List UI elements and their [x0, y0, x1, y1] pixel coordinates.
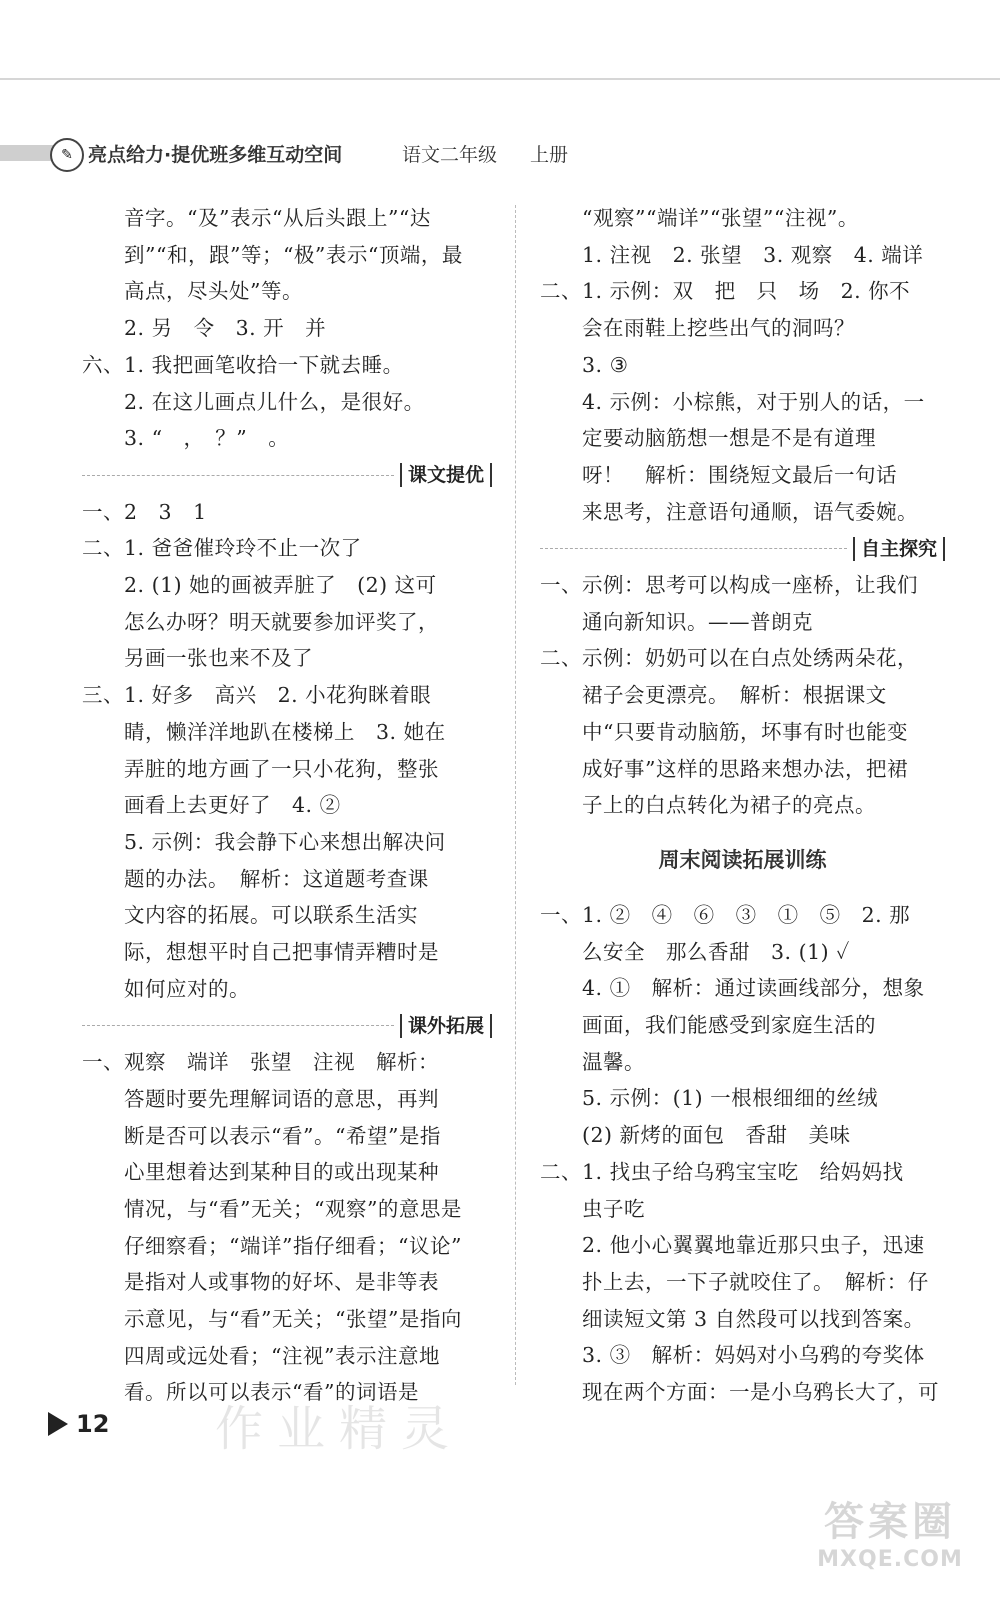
section-title: 周末阅读拓展训练 — [658, 847, 827, 872]
answer-line: 2. 另 令 3. 开 并 — [124, 316, 327, 341]
answer-line: 2. (1) 她的画被弄脏了 (2) 这可 — [124, 573, 437, 598]
answer-line: 示意见，与“看”无关；“张望”是指向 — [124, 1307, 462, 1332]
answer-line: 细读短文第 3 自然段可以找到答案。 — [582, 1306, 925, 1331]
answer-line: 睛，懒洋洋地趴在楼梯上 3. 她在 — [124, 719, 446, 744]
left-column — [82, 200, 492, 1411]
answer-line: 1. 注视 2. 张望 3. 观察 4. 端详 — [582, 242, 924, 267]
answer-line: 题的办法。 解析：这道题考查课 — [124, 866, 429, 891]
answer-line: 3. “ ， ？” 。 — [124, 426, 290, 451]
arrow-marker-icon — [48, 1412, 68, 1436]
section-heading — [540, 530, 945, 567]
answer-line: 际，想想平时自己把事情弄糟时是 — [124, 940, 439, 965]
section-heading-label: 自主探究 — [853, 537, 945, 561]
pencil-logo-icon: ✎ — [50, 138, 84, 172]
answer-line: 一、2 3 1 — [82, 499, 207, 524]
answer-line: 会在雨鞋上挖些出气的洞吗？ — [582, 316, 855, 341]
answer-line: 高点，尽头处”等。 — [124, 279, 303, 304]
answer-line: 3. ③ — [582, 352, 629, 377]
answer-line: 定要动脑筋想一想是不是有道理 — [582, 426, 876, 451]
page-header — [0, 134, 620, 176]
answer-line: 二、1. 找虫子给乌鸦宝宝吃 给妈妈找 — [540, 1159, 904, 1184]
answer-line: 如何应对的。 — [124, 976, 250, 1001]
center-watermark: 作业精灵 — [215, 1401, 464, 1457]
column-divider — [515, 205, 516, 1385]
answer-line: 二、1. 示例：双 把 只 场 2. 你不 — [540, 279, 911, 304]
answer-line: 4. ① 解析：通过读画线部分，想象 — [582, 976, 925, 1001]
answer-line: 弄脏的地方画了一只小花狗，整张 — [124, 756, 439, 781]
corner-watermark-title: 答案圈 — [824, 1499, 956, 1545]
answer-line: 答题时要先理解词语的意思，再判 — [124, 1086, 439, 1111]
answer-line: (2) 新烤的面包 香甜 美味 — [582, 1123, 851, 1148]
section-heading — [82, 1007, 492, 1044]
answer-line: 来思考，注意语句通顺，语气委婉。 — [582, 499, 918, 524]
answer-line: 扑上去，一下子就咬住了。 解析：仔 — [582, 1269, 929, 1294]
answer-line: 4. 示例：小棕熊，对于别人的话，一 — [582, 389, 925, 414]
section-heading-label: 课外拓展 — [400, 1014, 492, 1038]
answer-line: 裙子会更漂亮。 解析：根据课文 — [582, 683, 887, 708]
section-dashed-rule — [82, 1025, 394, 1026]
answer-line: 子上的白点转化为裙子的亮点。 — [582, 793, 876, 818]
section-dashed-rule — [82, 475, 394, 476]
answer-line: 现在两个方面：一是小乌鸦长大了，可 — [582, 1380, 939, 1405]
answer-line: 通向新知识。——普朗克 — [582, 609, 813, 634]
page-number — [48, 1410, 109, 1438]
answer-line: 呀！ 解析：围绕短文最后一句话 — [582, 462, 897, 487]
answer-line: 到”“和，跟”等；“极”表示“顶端，最 — [124, 242, 463, 267]
answer-line: 一、示例：思考可以构成一座桥，让我们 — [540, 573, 918, 598]
page-number-text: 12 — [76, 1410, 110, 1438]
answer-line: 5. 示例：我会静下心来想出解决问 — [124, 829, 446, 854]
series-brand: 亮点给力·提优班多维互动空间 — [88, 144, 343, 166]
answer-line: 2. 他小心翼翼地靠近那只虫子，迅速 — [582, 1233, 925, 1258]
subject-grade: 语文二年级 — [402, 144, 498, 166]
answer-line: 5. 示例：(1) 一根根细细的丝绒 — [582, 1086, 879, 1111]
answer-line: 是指对人或事物的好坏、是非等表 — [124, 1270, 439, 1295]
top-rule — [0, 78, 1000, 80]
answer-line: 音字。“及”表示“从后头跟上”“达 — [124, 206, 431, 230]
answer-line: 六、1. 我把画笔收拾一下就去睡。 — [82, 352, 404, 377]
answer-line: 画看上去更好了 4. ② — [124, 793, 341, 818]
volume-label: 上册 — [530, 144, 569, 166]
answer-line: 3. ③ 解析：妈妈对小乌鸦的夸奖体 — [582, 1343, 925, 1368]
answer-line: 画面，我们能感受到家庭生活的 — [582, 1013, 876, 1038]
answer-line: 三、1. 好多 高兴 2. 小花狗眯着眼 — [82, 683, 432, 708]
section-heading — [82, 457, 492, 494]
answer-line: 断是否可以表示“看”。“希望”是指 — [124, 1123, 441, 1148]
right-column — [540, 200, 945, 1411]
answer-line: 一、观察 端详 张望 注视 解析： — [82, 1050, 439, 1075]
section-heading-label: 课文提优 — [400, 463, 492, 487]
answer-line: 看。所以可以表示“看”的词语是 — [124, 1380, 419, 1405]
answer-line: 二、1. 爸爸催玲玲不止一次了 — [82, 536, 362, 561]
answer-line: 中“只要肯动脑筋，坏事有时也能变 — [582, 719, 908, 744]
answer-line: 四周或远处看；“注视”表示注意地 — [124, 1343, 440, 1368]
answer-line: 虫子吃 — [582, 1196, 645, 1221]
answer-line: 心里想着达到某种目的或出现某种 — [124, 1160, 439, 1185]
answer-line: 怎么办呀？明天就要参加评奖了， — [124, 609, 439, 634]
section-dashed-rule — [540, 548, 847, 549]
answer-line: 温馨。 — [582, 1049, 645, 1074]
answer-line: 另画一张也来不及了 — [124, 646, 313, 671]
answer-line: 情况，与“看”无关；“观察”的意思是 — [124, 1196, 462, 1221]
answer-line: “观察”“端详”“张望”“注视”。 — [582, 206, 859, 230]
answer-line: 么安全 那么香甜 3. (1) ✓ — [582, 939, 850, 964]
corner-watermark — [790, 1490, 990, 1572]
answer-line: 一、1. ② ④ ⑥ ③ ① ⑤ 2. 那 — [540, 902, 911, 927]
corner-watermark-url: MXQE.COM — [817, 1547, 963, 1572]
answer-line: 仔细察看；“端详”指仔细看；“议论” — [124, 1233, 462, 1258]
answer-line: 二、示例：奶奶可以在白点处绣两朵花， — [540, 646, 918, 671]
answer-line: 文内容的拓展。可以联系生活实 — [124, 903, 418, 928]
answer-line: 2. 在这儿画点儿什么，是很好。 — [124, 389, 425, 414]
answer-line: 成好事”这样的思路来想办法，把裙 — [582, 756, 908, 781]
